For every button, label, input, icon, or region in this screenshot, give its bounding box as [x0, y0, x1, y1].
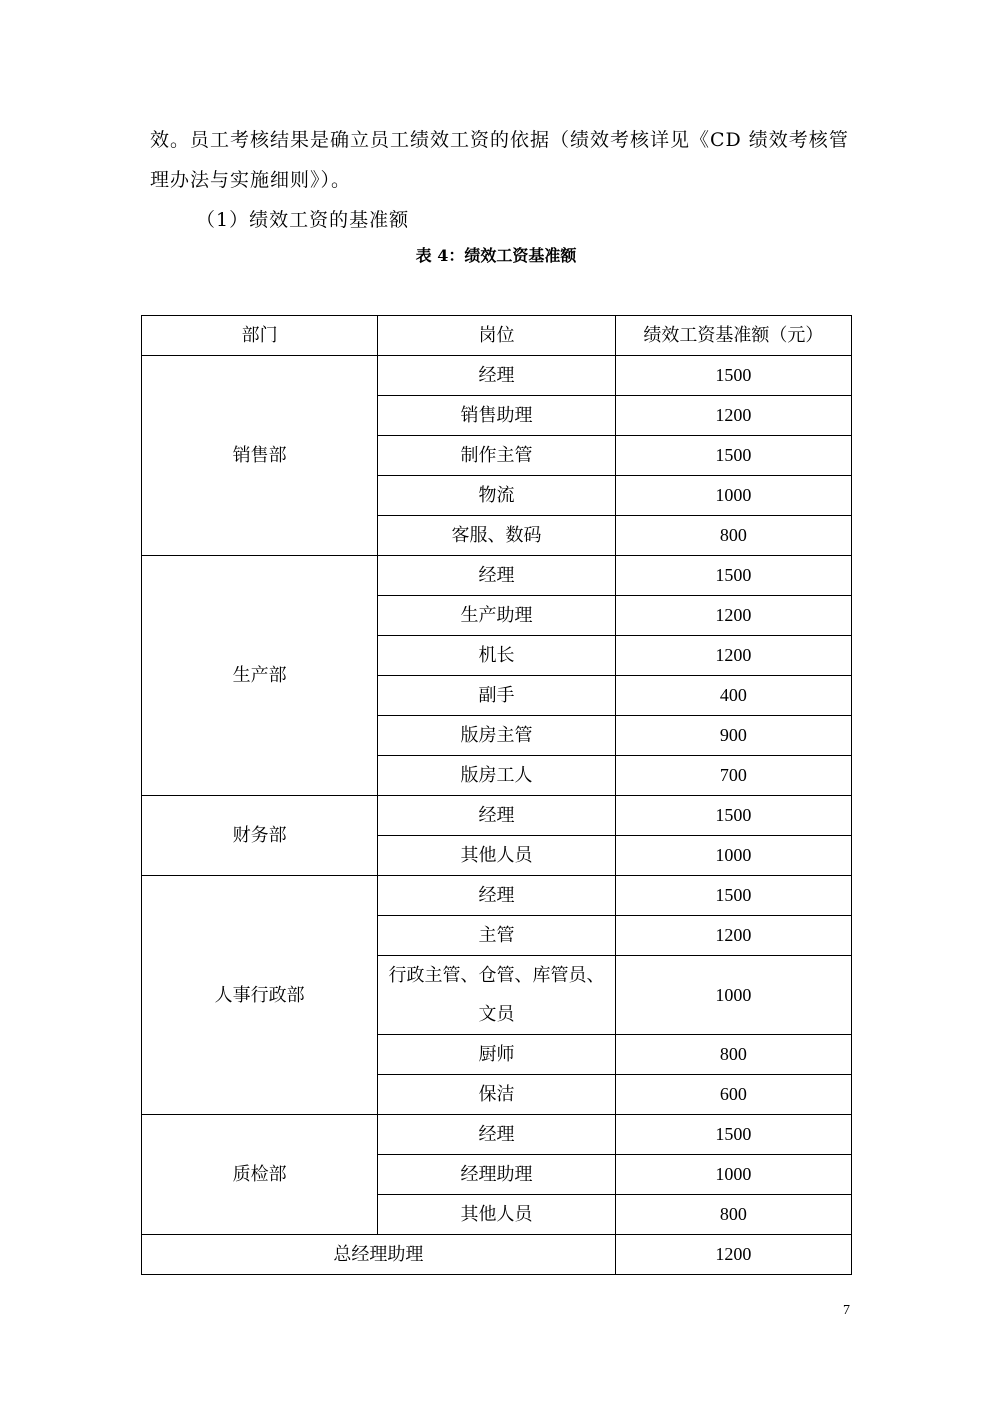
amount-cell: 1200	[615, 396, 851, 436]
position-cell: 制作主管	[378, 436, 615, 476]
amount-cell: 1500	[615, 556, 851, 596]
amount-cell: 1500	[615, 796, 851, 836]
amount-cell: 700	[615, 756, 851, 796]
amount-cell: 1200	[615, 916, 851, 956]
position-cell: 主管	[378, 916, 615, 956]
amount-cell: 900	[615, 716, 851, 756]
amount-cell: 1200	[615, 1235, 851, 1275]
table-row	[142, 1235, 852, 1275]
position-cell: 销售助理	[378, 396, 615, 436]
table-row	[142, 1115, 852, 1155]
header-department: 部门	[142, 316, 378, 356]
table-row	[142, 556, 852, 596]
header-amount: 绩效工资基准额（元）	[615, 316, 851, 356]
amount-cell: 1500	[615, 356, 851, 396]
position-cell: 行政主管、仓管、库管员、文员	[378, 956, 615, 1035]
position-cell: 经理	[378, 1115, 615, 1155]
department-cell: 人事行政部	[142, 876, 378, 1115]
header-position: 岗位	[378, 316, 615, 356]
position-cell: 机长	[378, 636, 615, 676]
amount-cell: 1000	[615, 476, 851, 516]
salary-table	[141, 315, 852, 1275]
amount-cell: 1200	[615, 596, 851, 636]
table-row	[142, 796, 852, 836]
position-cell: 经理助理	[378, 1155, 615, 1195]
position-cell: 版房主管	[378, 716, 615, 756]
amount-cell: 1500	[615, 1115, 851, 1155]
position-cell: 其他人员	[378, 1195, 615, 1235]
amount-cell: 1500	[615, 436, 851, 476]
position-cell: 保洁	[378, 1075, 615, 1115]
amount-cell: 800	[615, 516, 851, 556]
body-paragraph-1: 效。员工考核结果是确立员工绩效工资的依据（绩效考核详见《CD 绩效考核管理办法与实施细则》）。	[150, 129, 849, 191]
position-cell: 厨师	[378, 1035, 615, 1075]
department-cell: 财务部	[142, 796, 378, 876]
amount-cell: 800	[615, 1035, 851, 1075]
page-number: 7	[843, 1303, 850, 1318]
footer-label-cell: 总经理助理	[142, 1235, 616, 1275]
amount-cell: 1000	[615, 1155, 851, 1195]
position-cell: 生产助理	[378, 596, 615, 636]
position-cell: 物流	[378, 476, 615, 516]
position-cell: 版房工人	[378, 756, 615, 796]
position-cell: 客服、数码	[378, 516, 615, 556]
position-cell: 经理	[378, 796, 615, 836]
position-cell: 经理	[378, 876, 615, 916]
position-cell: 经理	[378, 356, 615, 396]
table-header-row	[142, 316, 852, 356]
amount-cell: 1200	[615, 636, 851, 676]
amount-cell: 1000	[615, 956, 851, 1035]
department-cell: 生产部	[142, 556, 378, 796]
amount-cell: 600	[615, 1075, 851, 1115]
table-caption: 表 4：绩效工资基准额	[415, 246, 577, 265]
position-cell: 其他人员	[378, 836, 615, 876]
table-row	[142, 356, 852, 396]
amount-cell: 1000	[615, 836, 851, 876]
amount-cell: 800	[615, 1195, 851, 1235]
department-cell: 质检部	[142, 1115, 378, 1235]
amount-cell: 400	[615, 676, 851, 716]
position-cell: 副手	[378, 676, 615, 716]
body-paragraph-2: （1）绩效工资的基准额	[196, 209, 410, 231]
position-cell: 经理	[378, 556, 615, 596]
department-cell: 销售部	[142, 356, 378, 556]
table-row	[142, 876, 852, 916]
amount-cell: 1500	[615, 876, 851, 916]
